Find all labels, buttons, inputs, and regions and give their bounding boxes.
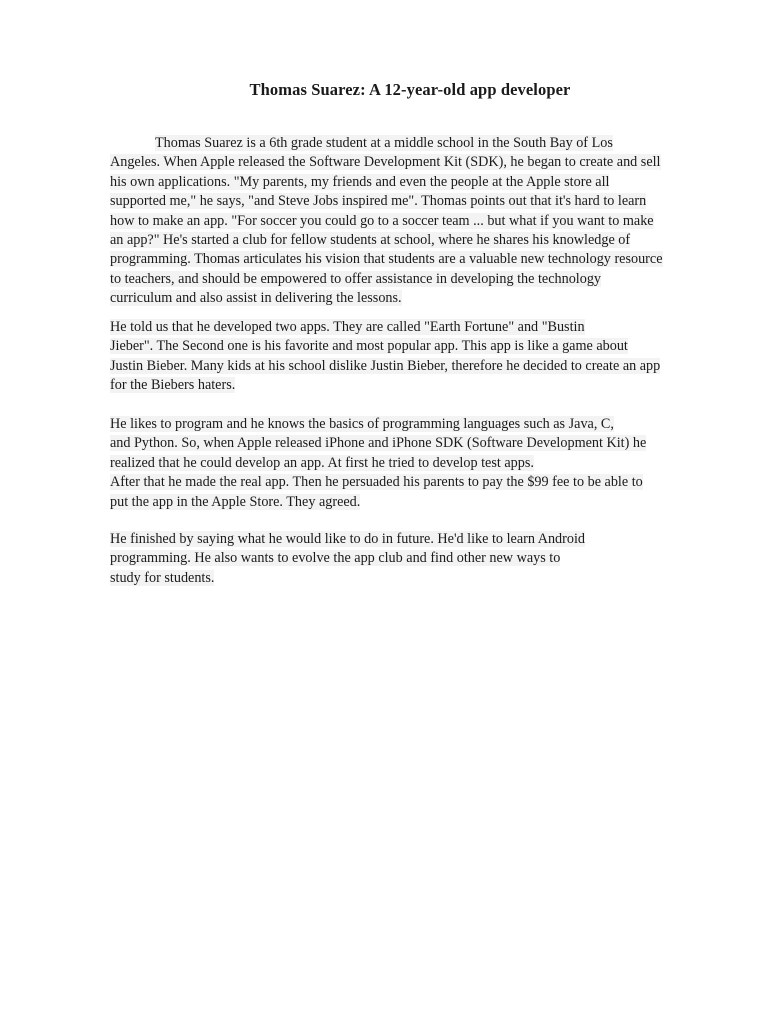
- paragraph-programming: [110, 415, 720, 512]
- paragraph-line: After that he made the real app. Then he persuaded his parents to pay the $99 fee to be able to: [110, 474, 643, 491]
- paragraph-line: He likes to program and he knows the basics of programming languages such as Java, C,: [110, 416, 614, 432]
- paragraph-line: Jieber". The Second one is his favorite and most popular app. This app is like a game about: [110, 338, 628, 355]
- paragraph-line: realized that he could develop an app. At first he tried to develop test apps.: [110, 454, 534, 471]
- paragraph-line: programming. Thomas articulates his vision that students are a valuable new technology resource: [110, 251, 663, 268]
- paragraph-line: curriculum and also assist in delivering the lessons.: [110, 290, 402, 307]
- paragraph-line: put the app in the Apple Store. They agreed.: [110, 493, 361, 510]
- paragraph-line: for the Biebers haters.: [110, 377, 236, 394]
- paragraph-line: He finished by saying what he would like to do in future. He'd like to learn Android: [110, 531, 585, 547]
- paragraph-line: study for students.: [110, 569, 215, 586]
- document-title: Thomas Suarez: A 12-year-old app developer: [249, 80, 571, 99]
- paragraph-line: his own applications. "My parents, my friends and even the people at the Apple store all: [110, 173, 610, 190]
- paragraph-intro: [110, 134, 720, 309]
- paragraph-line: to teachers, and should be empowered to offer assistance in developing the technology: [110, 270, 602, 287]
- paragraph-future: [110, 530, 720, 588]
- paragraph-line: programming. He also wants to evolve the app club and find other new ways to: [110, 550, 561, 567]
- paragraph-line: Angeles. When Apple released the Software Development Kit (SDK), he began to create and sell: [110, 154, 661, 171]
- paragraph-line: He told us that he developed two apps. They are called "Earth Fortune" and "Bustin: [110, 319, 585, 335]
- paragraph-line: an app?" He's started a club for fellow students at school, where he shares his knowledge of: [110, 232, 631, 249]
- paragraph-line: Thomas Suarez is a 6th grade student at a middle school in the South Bay of Los: [155, 135, 613, 151]
- paragraph-apps: [110, 318, 720, 396]
- paragraph-line: Justin Bieber. Many kids at his school dislike Justin Bieber, therefore he decided to create an app: [110, 357, 661, 374]
- paragraph-line: and Python. So, when Apple released iPhone and iPhone SDK (Software Development Kit) he: [110, 435, 647, 452]
- paragraph-line: supported me," he says, "and Steve Jobs inspired me". Thomas points out that it's hard to learn: [110, 193, 647, 210]
- paragraph-line: how to make an app. "For soccer you could go to a soccer team ... but what if you want to make: [110, 212, 654, 229]
